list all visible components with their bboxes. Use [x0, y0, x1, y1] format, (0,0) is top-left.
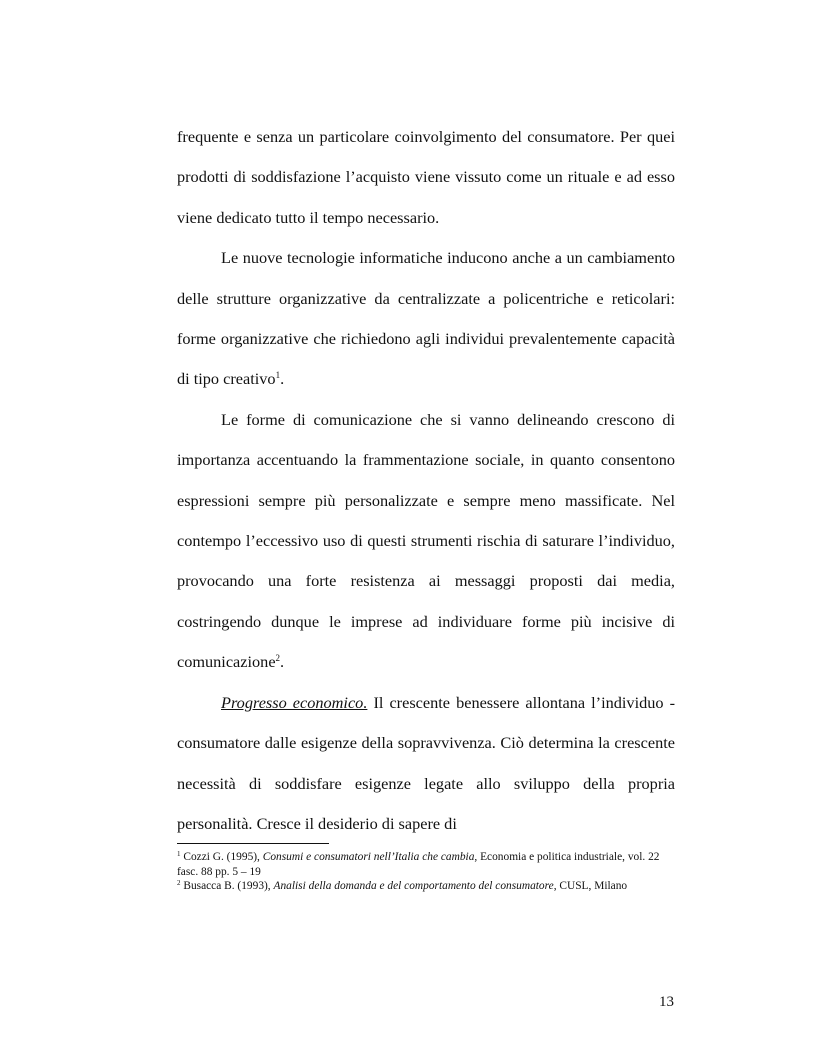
footnote-ref-2: 2	[275, 653, 281, 664]
footnotes	[177, 850, 675, 894]
footnote-1-author: Cozzi G. (1995),	[180, 851, 263, 863]
paragraph-4-text: Il crescente benessere allontana l’individuo - consumatore dalle esigenze della sopravvivenza. Ciò determina la crescente necessità di soddisfare esigenze legate allo sviluppo della propria personalità. Cresce il desiderio di sapere di	[177, 692, 675, 833]
paragraph-3-end: .	[280, 652, 285, 672]
paragraph-3	[177, 400, 675, 683]
footnote-1-rest: , Economia e politica industriale, vol. 22 fasc. 88 pp. 5 – 19	[177, 851, 660, 878]
body-text	[177, 117, 675, 844]
page-number: 13	[659, 994, 674, 1010]
footnote-1-title: Consumi e consumatori nell’Italia che cambia	[262, 851, 475, 863]
paragraph-4	[177, 683, 675, 845]
footnote-1	[177, 850, 675, 879]
paragraph-1	[177, 117, 675, 238]
footnote-2-number: 2	[177, 879, 181, 888]
footnote-ref-1: 1	[275, 370, 281, 381]
paragraph-2-text: Le nuove tecnologie informatiche inducono anche a un cambiamento delle strutture organizzative da centralizzate a policentriche e reticolari: forme organizzative che richiedono agli individui prevalentemente capacità di tipo creativo	[177, 248, 675, 389]
footnote-1-number: 1	[177, 850, 181, 858]
paragraph-1-text: frequente e senza un particolare coinvolgimento del consumatore. Per quei prodotti di soddisfazione l’acquisto viene vissuto come un rituale e ad esso viene dedicato tutto il tempo necessario.	[177, 127, 675, 227]
footnote-2-rest: , CUSL, Milano	[553, 880, 628, 893]
paragraph-3-text: Le forme di comunicazione che si vanno delineando crescono di importanza accentuando la frammentazione sociale, in quanto consentono espressioni sempre più personalizzate e sempre meno massificate. Nel contempo l’eccessivo uso di questi strumenti rischia di saturare l’individuo, provocando una forte resistenza ai messaggi proposti dai media, costringendo dunque le imprese ad individuare forme più incisive di comunicazione	[177, 409, 675, 672]
paragraph-2	[177, 238, 675, 400]
footnote-separator	[177, 843, 329, 844]
footnote-2	[177, 879, 675, 894]
footnote-2-title: Analisi della domanda e del comportamento del consumatore	[273, 880, 554, 893]
section-heading: Progresso economico.	[221, 692, 368, 712]
footnote-2-author: Busacca B. (1993),	[180, 880, 274, 893]
paragraph-2-end: .	[280, 369, 285, 389]
